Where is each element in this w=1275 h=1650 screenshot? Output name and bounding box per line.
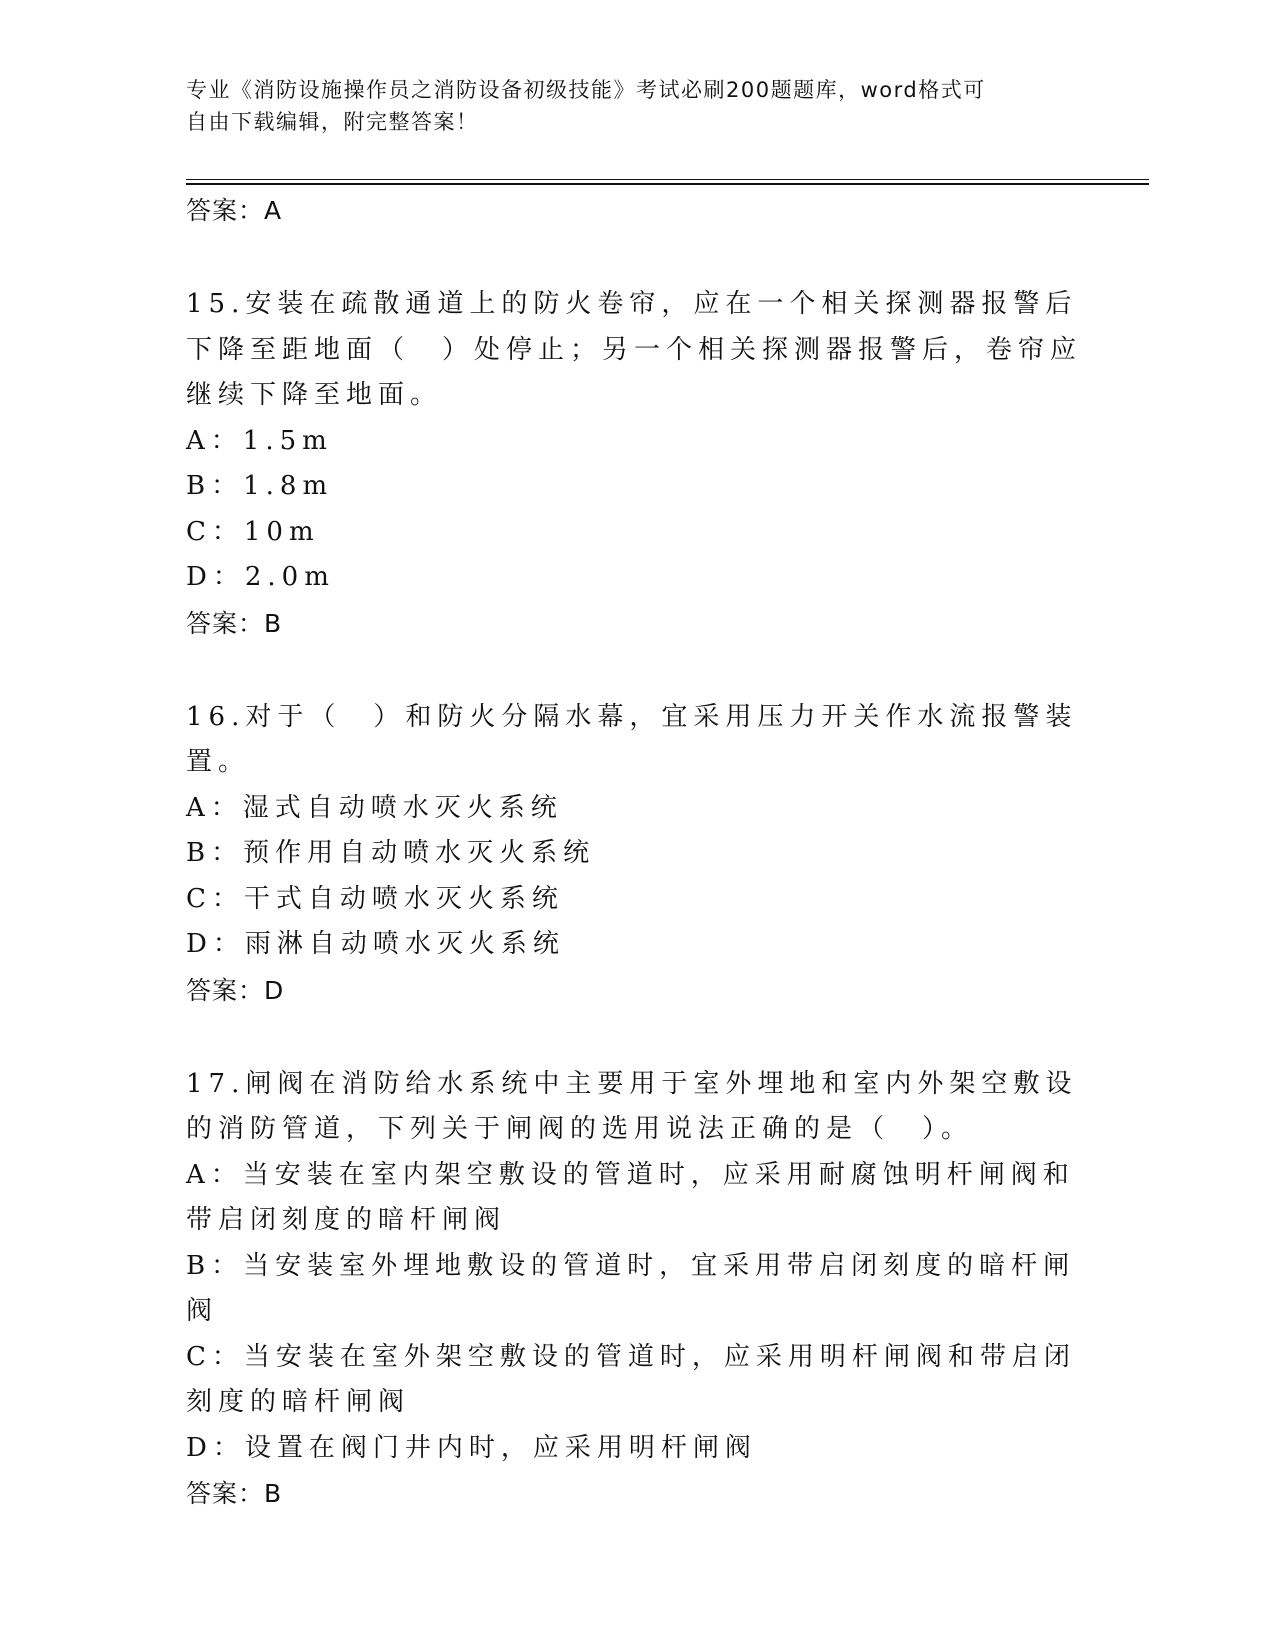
- option-b: B：当安装室外埋地敷设的管道时，宜采用带启闭刻度的暗杆闸阀: [186, 1250, 1076, 1326]
- option-c: C：10m: [186, 516, 320, 547]
- previous-answer: 答案：A: [186, 196, 283, 225]
- option-d: D：设置在阀门井内时，应采用明杆闸阀: [186, 1432, 757, 1463]
- question-15: [186, 282, 1086, 647]
- header-line-1: 专业《消防设施操作员之消防设备初级技能》考试必刷200题题库，word格式可: [186, 78, 986, 102]
- header-line-2: 自由下载编辑，附完整答案！: [186, 110, 479, 134]
- document-body: [186, 188, 1086, 1517]
- option-c: C：干式自动喷水灭火系统: [186, 883, 564, 914]
- question-16: [186, 695, 1086, 1014]
- option-b: B：1.8m: [186, 471, 334, 501]
- question-answer: 答案：B: [186, 608, 283, 638]
- question-stem: 17.闸阀在消防给水系统中主要用于室外埋地和室内外架空敷设的消防管道，下列关于闸阀的选用说法正确的是（ ）。: [186, 1068, 1078, 1144]
- option-c: C：当安装在室外架空敷设的管道时，应采用明杆闸阀和带启闭刻度的暗杆闸阀: [186, 1341, 1076, 1417]
- question-answer: 答案：D: [186, 975, 285, 1005]
- question-stem: 16.对于（ ）和防火分隔水幕，宜采用压力开关作水流报警装置。: [186, 701, 1078, 777]
- question-17: [186, 1062, 1086, 1518]
- option-d: D：雨淋自动喷水灭火系统: [186, 929, 565, 959]
- option-b: B：预作用自动喷水灭火系统: [186, 838, 596, 868]
- header-divider-thin: [186, 179, 1149, 180]
- question-stem: 15.安装在疏散通道上的防火卷帘，应在一个相关探测器报警后下降至距地面（ ）处停止；另一个相关探测器报警后，卷帘应继续下降至地面。: [186, 289, 1083, 410]
- question-answer: 答案：B: [186, 1479, 283, 1508]
- option-a: A：湿式自动喷水灭火系统: [186, 792, 563, 823]
- option-a: A：当安装在室内架空敷设的管道时，应采用耐腐蚀明杆闸阀和带启闭刻度的暗杆闸阀: [186, 1159, 1075, 1235]
- option-d: D：2.0m: [186, 562, 335, 592]
- document-header: [186, 74, 1086, 138]
- header-divider-thick: [186, 183, 1149, 185]
- option-a: A：1.5m: [186, 425, 333, 456]
